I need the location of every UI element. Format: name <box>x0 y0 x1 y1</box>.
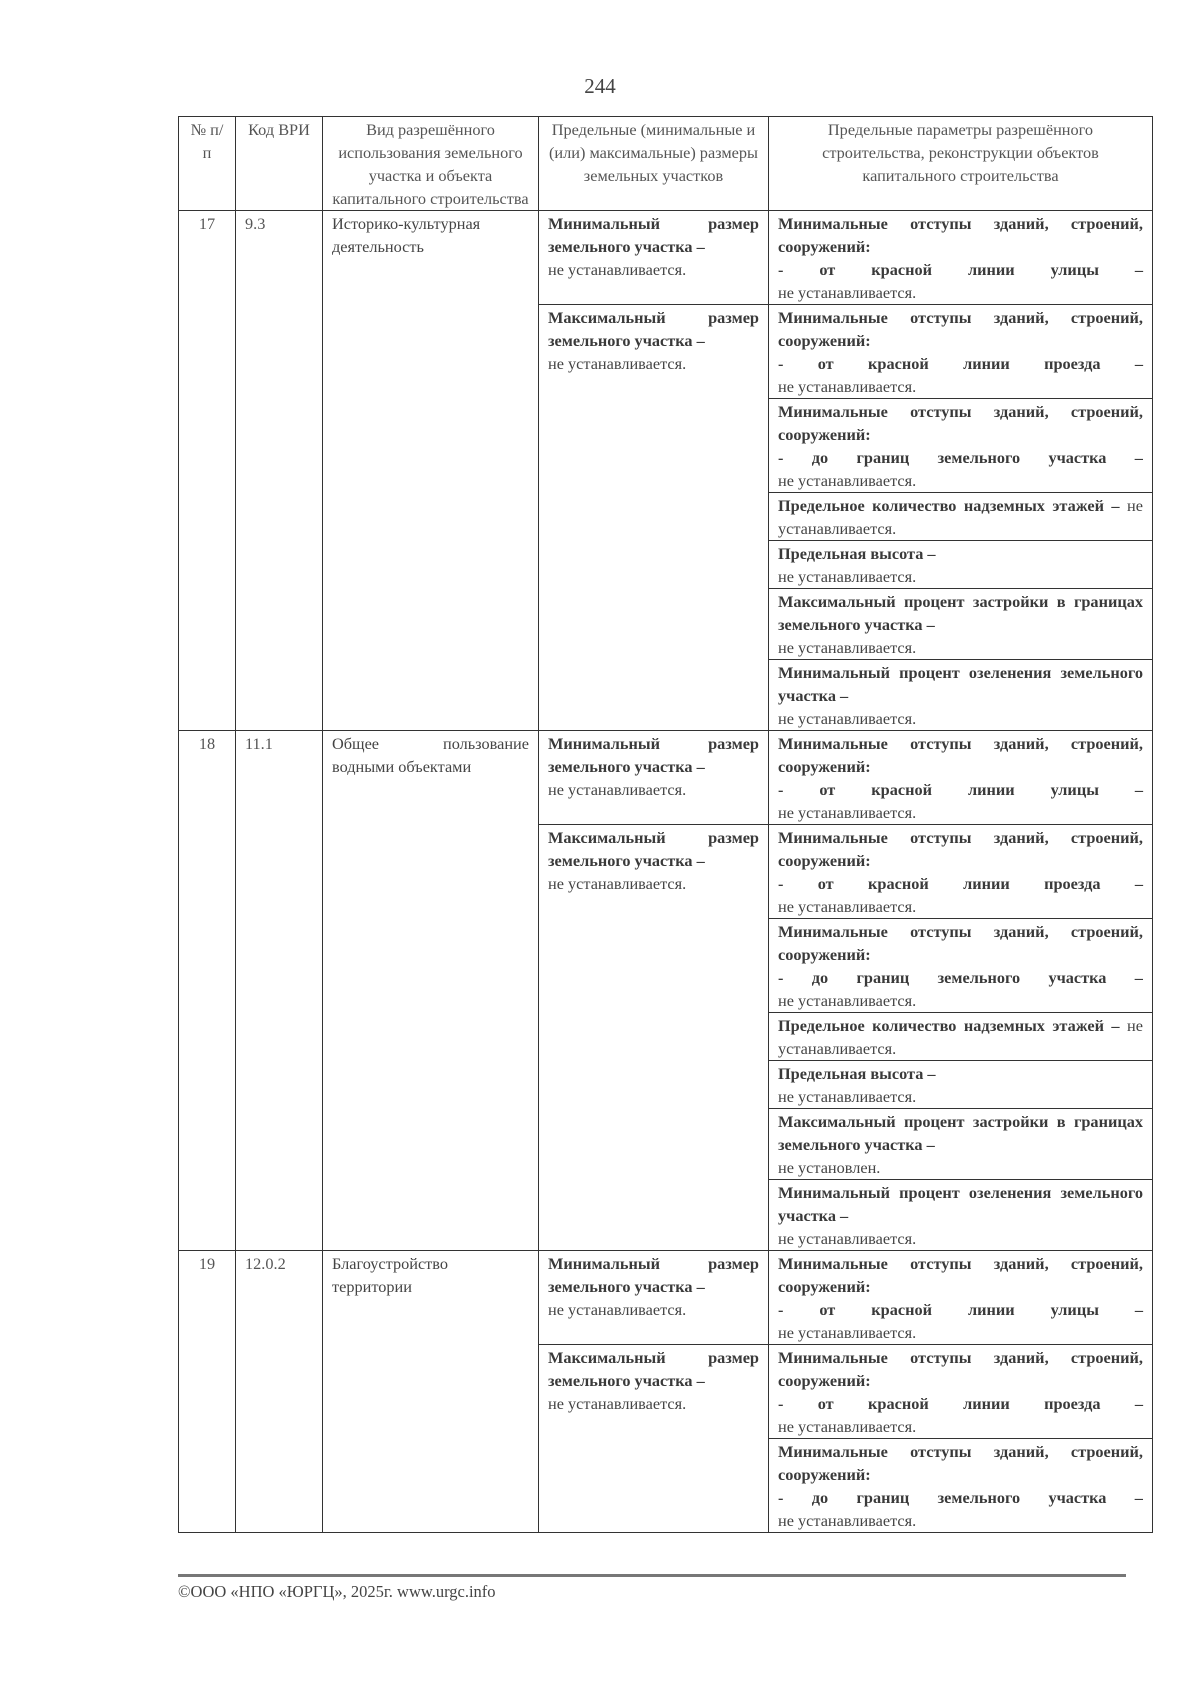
min-size-cell <box>539 211 769 305</box>
max-size-value: не устанавливается. <box>548 354 687 373</box>
param-value: не устанавливается. <box>778 496 1143 538</box>
param-label: Минимальный процент озеленения земельного участка – <box>778 663 1143 705</box>
table-header-row <box>179 117 1153 211</box>
param-label: Минимальные отступы зданий, строений, сооружений: <box>778 1254 1143 1296</box>
param-dash-line: - от красной линии улицы – <box>778 1300 1143 1319</box>
param-label: Минимальные отступы зданий, строений, сооружений: <box>778 1348 1143 1390</box>
min-size-value: не устанавливается. <box>548 260 687 279</box>
param-label: Предельное количество надземных этажей – <box>778 496 1120 515</box>
param-label: Минимальный процент озеленения земельного участка – <box>778 1183 1143 1225</box>
param-value: не устанавливается. <box>778 991 917 1010</box>
param-label: Минимальные отступы зданий, строений, сооружений: <box>778 308 1143 350</box>
table-row <box>179 731 1153 825</box>
param-label: Максимальный процент застройки в границах земельного участка – <box>778 1112 1143 1154</box>
param-value: не устанавливается. <box>778 638 917 657</box>
param-value: не устанавливается. <box>778 1417 917 1436</box>
header-num: № п/п <box>179 117 236 211</box>
param-label: Предельная высота – <box>778 1064 936 1083</box>
max-size-label: Максимальный размер земельного участка – <box>548 828 759 870</box>
param-dash-line: - до границ земельного участка – <box>778 1488 1143 1507</box>
param-cell <box>769 211 1153 305</box>
param-cell <box>769 541 1153 589</box>
param-value: не устанавливается. <box>778 897 917 916</box>
param-cell <box>769 1251 1153 1345</box>
param-value: не устанавливается. <box>778 1511 917 1530</box>
footer-divider <box>178 1574 1126 1577</box>
param-value: не устанавливается. <box>778 803 917 822</box>
param-dash-line: - до границ земельного участка – <box>778 448 1143 467</box>
header-code: Код ВРИ <box>236 117 323 211</box>
param-value: не устанавливается. <box>778 283 917 302</box>
row-num: 19 <box>179 1251 236 1533</box>
param-label: Минимальные отступы зданий, строений, сооружений: <box>778 734 1143 776</box>
min-size-value: не устанавливается. <box>548 1300 687 1319</box>
header-use: Вид разрешённого использования земельного участка и объекта капитального строительства <box>323 117 539 211</box>
param-cell <box>769 589 1153 660</box>
param-label: Минимальные отступы зданий, строений, сооружений: <box>778 922 1143 964</box>
max-size-value: не устанавливается. <box>548 874 687 893</box>
param-dash-line: - от красной линии проезда – <box>778 1394 1143 1413</box>
max-size-label: Максимальный размер земельного участка – <box>548 308 759 350</box>
param-dash-line: - до границ земельного участка – <box>778 968 1143 987</box>
param-value: не устанавливается. <box>778 567 917 586</box>
param-label: Максимальный процент застройки в границах земельного участка – <box>778 592 1143 634</box>
table-row <box>179 211 1153 305</box>
min-size-value: не устанавливается. <box>548 780 687 799</box>
max-size-cell <box>539 825 769 1251</box>
row-use: Благоустройство территории <box>323 1251 539 1533</box>
param-cell <box>769 1439 1153 1533</box>
row-num: 17 <box>179 211 236 731</box>
param-label: Минимальные отступы зданий, строений, сооружений: <box>778 402 1143 444</box>
param-label: Минимальные отступы зданий, строений, сооружений: <box>778 828 1143 870</box>
param-label: Предельное количество надземных этажей – <box>778 1016 1120 1035</box>
min-size-label: Минимальный размер земельного участка – <box>548 1254 759 1296</box>
header-params: Предельные параметры разрешённого строительства, реконструкции объектов капитального строительства <box>769 117 1153 211</box>
row-num: 18 <box>179 731 236 1251</box>
param-dash-line: - от красной линии проезда – <box>778 874 1143 893</box>
param-label: Предельная высота – <box>778 544 936 563</box>
max-size-cell <box>539 1345 769 1533</box>
param-cell <box>769 660 1153 731</box>
min-size-cell <box>539 731 769 825</box>
param-value: не устанавливается. <box>778 1016 1143 1058</box>
param-cell <box>769 1345 1153 1439</box>
param-value: не устанавливается. <box>778 377 917 396</box>
row-code: 12.0.2 <box>236 1251 323 1533</box>
max-size-value: не устанавливается. <box>548 1394 687 1413</box>
max-size-label: Максимальный размер земельного участка – <box>548 1348 759 1390</box>
min-size-label: Минимальный размер земельного участка – <box>548 734 759 776</box>
zoning-parameters-table <box>178 116 1153 1533</box>
table-row <box>179 1251 1153 1345</box>
min-size-label: Минимальный размер земельного участка – <box>548 214 759 256</box>
row-code: 11.1 <box>236 731 323 1251</box>
param-cell <box>769 919 1153 1013</box>
param-value: не устанавливается. <box>778 471 917 490</box>
param-cell <box>769 731 1153 825</box>
footer-copyright: ©ООО «НПО «ЮРГЦ», 2025г. www.urgc.info <box>178 1582 496 1601</box>
param-dash-line: - от красной линии улицы – <box>778 780 1143 799</box>
param-cell <box>769 1180 1153 1251</box>
param-cell <box>769 825 1153 919</box>
param-value: не устанавливается. <box>778 1229 917 1248</box>
param-cell <box>769 1013 1153 1061</box>
param-cell <box>769 305 1153 399</box>
param-value: не устанавливается. <box>778 1087 917 1106</box>
min-size-cell <box>539 1251 769 1345</box>
param-cell <box>769 399 1153 493</box>
param-value: не устанавливается. <box>778 1323 917 1342</box>
param-label: Минимальные отступы зданий, строений, сооружений: <box>778 214 1143 256</box>
param-value: не установлен. <box>778 1158 881 1177</box>
page-number: 244 <box>584 74 616 98</box>
header-size: Предельные (минимальные и (или) максимальные) размеры земельных участков <box>539 117 769 211</box>
param-cell <box>769 1061 1153 1109</box>
param-cell <box>769 1109 1153 1180</box>
param-dash-line: - от красной линии улицы – <box>778 260 1143 279</box>
param-value: не устанавливается. <box>778 709 917 728</box>
param-label: Минимальные отступы зданий, строений, сооружений: <box>778 1442 1143 1484</box>
max-size-cell <box>539 305 769 731</box>
param-dash-line: - от красной линии проезда – <box>778 354 1143 373</box>
row-use: Общее пользование водными объектами <box>323 731 539 1251</box>
row-use: Историко-культурная деятельность <box>323 211 539 731</box>
row-code: 9.3 <box>236 211 323 731</box>
param-cell <box>769 493 1153 541</box>
